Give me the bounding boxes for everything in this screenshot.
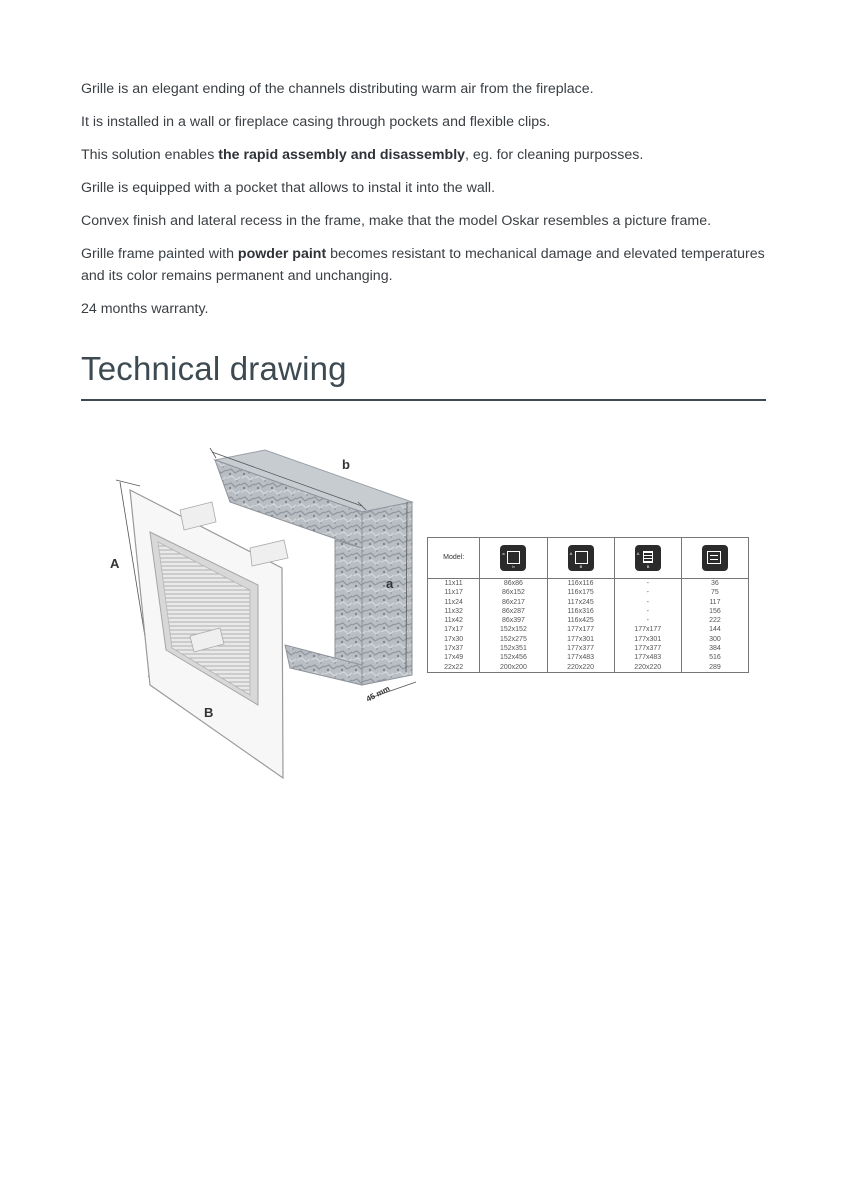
paragraph — [81, 210, 771, 232]
table-cell: 117 — [681, 598, 748, 607]
table-cell: 152x351 — [480, 644, 547, 653]
model-header: Model: — [428, 538, 480, 579]
text-run: This solution enables — [81, 147, 219, 163]
bold-text: the rapid assembly and disassembly — [218, 147, 466, 163]
table-cell: - — [614, 579, 681, 589]
table-cell: 11x32 — [428, 607, 480, 616]
table-row — [428, 644, 749, 653]
table-header-row — [428, 538, 749, 579]
frame-ab-icon: a b — [500, 545, 526, 571]
table-cell: 177x377 — [547, 644, 614, 653]
table-cell: 177x301 — [614, 635, 681, 644]
table-row — [428, 607, 749, 616]
grille-AB-icon: A B — [635, 545, 661, 571]
technical-drawing — [100, 440, 430, 790]
table-row — [428, 653, 749, 662]
table-cell: 86x217 — [480, 598, 547, 607]
table-cell: 22x22 — [428, 663, 480, 673]
table-cell: 220x220 — [547, 663, 614, 673]
paragraph — [81, 144, 771, 166]
heading-divider — [81, 399, 766, 401]
table-cell: 17x30 — [428, 635, 480, 644]
table-cell: 11x24 — [428, 598, 480, 607]
table-cell: 177x177 — [614, 625, 681, 634]
text-run: It is installed in a wall or fireplace casing through pockets and flexible clips. — [81, 114, 551, 130]
table-cell: 116x175 — [547, 588, 614, 597]
sizes-table — [427, 537, 749, 673]
table-cell: 516 — [681, 653, 748, 662]
table-cell: 86x152 — [480, 588, 547, 597]
table-cell: - — [614, 588, 681, 597]
table-cell: 152x275 — [480, 635, 547, 644]
frame-AB-icon: A B — [568, 545, 594, 571]
table-cell: 300 — [681, 635, 748, 644]
table-cell: 156 — [681, 607, 748, 616]
paragraph — [81, 177, 771, 199]
table-cell: 177x301 — [547, 635, 614, 644]
paragraph — [81, 78, 771, 100]
table-cell: 17x49 — [428, 653, 480, 662]
table-cell: 177x483 — [614, 653, 681, 662]
text-run: Grille frame painted with — [81, 246, 238, 262]
text-run: , eg. for cleaning purposses. — [465, 147, 644, 163]
table-cell: 36 — [681, 579, 748, 589]
dimension-label-a: a — [386, 576, 394, 591]
dimension-label-depth: 45 mm — [364, 683, 392, 704]
table-row — [428, 663, 749, 673]
table-cell: - — [614, 607, 681, 616]
table-cell: 11x17 — [428, 588, 480, 597]
bold-text: powder paint — [237, 246, 327, 262]
table-cell: 152x152 — [480, 625, 547, 634]
table-row — [428, 579, 749, 589]
table-cell: 11x11 — [428, 579, 480, 589]
text-run: Grille is an elegant ending of the channels distributing warm air from the fireplace. — [81, 81, 594, 97]
airflow-icon — [702, 545, 728, 571]
dimension-label-B: B — [204, 705, 214, 720]
text-run: 24 months warranty. — [81, 301, 209, 317]
table-cell: - — [614, 616, 681, 625]
table-cell: 17x17 — [428, 625, 480, 634]
table-cell: 116x316 — [547, 607, 614, 616]
table-cell: 177x377 — [614, 644, 681, 653]
table-cell: 116x425 — [547, 616, 614, 625]
table-row — [428, 588, 749, 597]
table-cell: 200x200 — [480, 663, 547, 673]
table-cell: 117x245 — [547, 598, 614, 607]
table-row — [428, 616, 749, 625]
table-cell: 177x177 — [547, 625, 614, 634]
table-row — [428, 625, 749, 634]
grille-frame — [130, 490, 288, 778]
table-cell: 17x37 — [428, 644, 480, 653]
table-cell: 177x483 — [547, 653, 614, 662]
table-cell: 86x287 — [480, 607, 547, 616]
paragraph — [81, 243, 771, 287]
table-cell: 384 — [681, 644, 748, 653]
table-cell: 86x397 — [480, 616, 547, 625]
table-cell: 220x220 — [614, 663, 681, 673]
table-cell: 289 — [681, 663, 748, 673]
table-cell: 86x86 — [480, 579, 547, 589]
text-run: becomes resistant to mechanical damage and elevated temperatures and its color remains permanent and unchanging. — [81, 246, 765, 284]
description-text — [81, 78, 771, 331]
table-cell: 75 — [681, 588, 748, 597]
table-cell: 116x116 — [547, 579, 614, 589]
table-row — [428, 635, 749, 644]
table-cell: 11x42 — [428, 616, 480, 625]
text-run: Convex finish and lateral recess in the frame, make that the model Oskar resembles a picture frame. — [81, 213, 712, 229]
dimension-label-A: A — [110, 556, 120, 571]
paragraph — [81, 298, 771, 320]
table-cell: 222 — [681, 616, 748, 625]
dimension-label-b: b — [342, 457, 350, 472]
text-run: Grille is equipped with a pocket that allows to instal it into the wall. — [81, 180, 496, 196]
table-row — [428, 598, 749, 607]
table-cell: 152x456 — [480, 653, 547, 662]
table-cell: - — [614, 598, 681, 607]
section-heading: Technical drawing — [81, 350, 347, 387]
paragraph — [81, 111, 771, 133]
table-cell: 144 — [681, 625, 748, 634]
